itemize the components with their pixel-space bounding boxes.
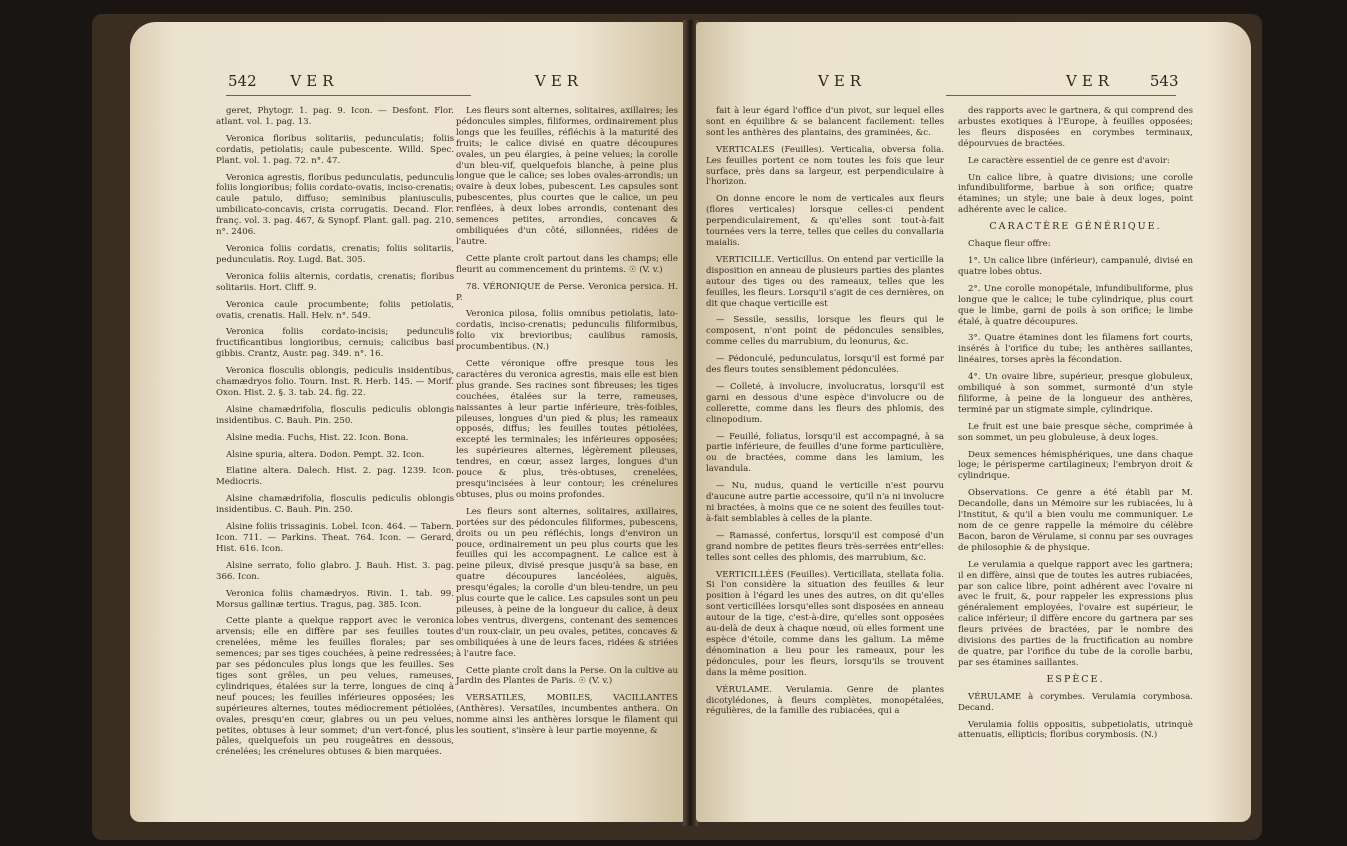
paragraph: VERTICILLÉES (Feuilles). Verticillata, stellata folia. Si l'on considère la situation des feuilles & leur position à l'égard les unes des autres, on dit qu'elles sont verticillées lorsqu'elles sont disposées en anneau autour de la tige, c'est-à-dire, qu'elles sont opposées au-delà de deux à chaque nœud, où elles forment une espèce d'étoile, comme dans les galium. La même dénomination a lieu pour les rameaux, pour les pédoncules, pour les fleurs, lorsqu'ils se trouvent dans la même position. <box>706 569 944 678</box>
right-header-rule <box>946 95 1176 96</box>
left-header-word-1: VER <box>290 72 339 90</box>
left-page <box>130 22 685 822</box>
paragraph: VERTICILLE. Verticillus. On entend par verticille la disposition en anneau de plusieurs parties des plantes autour des tiges ou des rameaux, telles que les feuilles, les fleurs. Lorsqu'il s'agit de ces dernières, on dit que chaque verticille est <box>706 254 944 309</box>
paragraph: Alsine serrato, folio glabro. J. Bauh. Hist. 3. pag. 366. Icon. <box>216 560 454 582</box>
paragraph: CARACTÈRE GÉNÉRIQUE. <box>989 221 1162 233</box>
paragraph: fait à leur égard l'office d'un pivot, sur lequel elles sont en équilibre & se balancent facilement: telles sont les anthères des plantains, des graminées, &c. <box>706 106 944 138</box>
right-page-header <box>1066 72 1179 90</box>
paragraph: 1°. Un calice libre (inférieur), campanulé, divisé en quatre lobes obtus. <box>958 255 1193 277</box>
paragraph: Veronica foliis alternis, cordatis, crenatis; floribus solitariis. Hort. Cliff. 9. <box>216 271 454 293</box>
paragraph: Veronica foliis chamædryos. Rivin. 1. tab. 99. Morsus gallinæ tertius. Tragus, pag. 385. Icon. <box>216 588 454 610</box>
right-page-number: 543 <box>1149 72 1179 90</box>
paragraph: Cette véronique offre presque tous les caractères du veronica agrestis, mais elle est bien plus grande. Ses racines sont fibreuses; les tiges couchées, étalées sur la terre, rameuses, naissantes à leur partie inférieure, très-foibles, pileuses, longues d'un pied & plus; les rameaux opposés, diffus; les feuilles toutes pétiolées, excepté les terminales; les inférieures opposées; les supérieures alternes, légèrement pileuses, tendres, en cœur, assez larges, longues d'un pouce & plus, très-obtuses, crenelées, presqu'incisées à leur contour; les crénelures obtuses, plus ou moins profondes. <box>456 359 678 500</box>
left-page-number: 542 <box>228 72 257 90</box>
paragraph: Un calice libre, à quatre divisions; une corolle infundibuliforme, barbue à son orifice; quatre étamines; un style; une baie à deux loges, point adhérente avec le calice. <box>958 172 1193 216</box>
right-column-1 <box>706 106 944 723</box>
paragraph: 4°. Un ovaire libre, supérieur, presque globuleux, ombiliqué à son sommet, surmonté d'un style filiforme, à peine de la longueur des anthères, terminé par un stigmate simple, cylindrique. <box>958 372 1193 415</box>
paragraph: Chaque fleur offre: <box>968 239 1051 250</box>
paragraph: VERTICALES (Feuilles). Verticalia, obversa folia. Les feuilles portent ce nom toutes les fois que leur surface, près dans sa largeur, est perpendiculaire à l'horizon. <box>706 144 944 188</box>
paragraph: Veronica caule procumbente; foliis petiolatis, ovatis, crenatis. Hall. Helv. n°. 549. <box>216 299 454 321</box>
paragraph: Le fruit est une baie presque sèche, comprimée à son sommet, un peu globuleuse, à deux loges. <box>958 421 1193 443</box>
paragraph: VÉRULAME à corymbes. Verulamia corymbosa. Decand. <box>958 691 1193 713</box>
paragraph: Verulamia foliis oppositis, subpetiolatis, utrinquè attenuatis, ellipticis; floribus corymbosis. (N.) <box>958 719 1193 741</box>
left-column-2 <box>456 106 678 743</box>
paragraph: Veronica foliis cordato-incisis; pedunculis fructificantibus longioribus, cernuis; calicibus basi gibbis. Crantz, Austr. pag. 349. n°. 16. <box>216 327 454 360</box>
left-column-1 <box>216 106 454 764</box>
paragraph: Cette plante croît dans la Perse. On la cultive au Jardin des Plantes de Paris. ☉ (V. v.) <box>456 665 678 687</box>
paragraph: — Nu, nudus, quand le verticille n'est pourvu d'aucune autre partie accessoire, qu'il n'a ni involucre ni bractées, à moins que ce ne soient des feuilles tout-à-fait semblables à celles de la plante. <box>706 481 944 524</box>
paragraph: — Feuillé, foliatus, lorsqu'il est accompagné, à sa partie inférieure, de feuilles d'une forme particulière, ou de bractées, comme dans les lamium, les lavandula. <box>706 431 944 475</box>
paragraph: ESPÈCE. <box>1046 673 1105 685</box>
paragraph: Les fleurs sont alternes, solitaires, axillaires; les pédoncules simples, filiformes, ordinairement plus longs que les feuilles, réfléchis à la maturité des fruits; le calice divisé en quatre découpures ovales, un peu élargies, à peine velues; la corolle d'un bleu-vif, quelquefois blanche, à peine plus longue que le calice; ses lobes ovales-arrondis; un ovaire à deux lobes, pubescent. Les capsules sont pubescentes, plus courtes que le calice, un peu renflées, à deux lobes arrondis, contenant des semences petites, arrondies, concaves & ombiliquées d'un côté, sillonnées, ridées de l'autre. <box>456 106 678 247</box>
paragraph: Veronica pilosa, foliis omnibus petiolatis, lato-cordatis, inciso-crenatis; pedunculis filiformibus, folio vix brevioribus; caulibus ramosis, procumbentibus. (N.) <box>456 309 678 353</box>
paragraph: Alsine chamædrifolia, flosculis pediculis oblongis insidentibus. C. Bauh. Pin. 250. <box>216 494 454 516</box>
paragraph: Deux semences hémisphériques, une dans chaque loge; le périsperme cartilagineux; l'embryon droit & cylindrique. <box>958 449 1193 482</box>
paragraph: Alsine foliis trissaginis. Lobel. Icon. 464. — Tabern. Icon. 711. — Parkins. Theat. 764. Icon. — Gerard, Hist. 616. Icon. <box>216 522 454 554</box>
right-column-2 <box>958 106 1193 747</box>
paragraph: Veronica flosculis oblongis, pediculis insidentibus, chamædryos folio. Tourn. Inst. R. Herb. 145. — Morif. Oxon. Hist. 2. §. 3. tab. 24. fig. 22. <box>216 366 454 398</box>
paragraph: Veronica agrestis, floribus pedunculatis, pedunculis foliis longioribus; foliis cordato-ovatis, inciso-crenatis; caule patulo, diffuso; seminibus planiusculis, umbilicato-concavis, crista corrugatis. Decand. Flor. franç. vol. 3. pag. 467, & Synopf. Plant. gall. pag. 210. n°. 2406. <box>216 172 454 238</box>
paragraph: VERSATILES, MOBILES, VACILLANTES (Anthères). Versatiles, incumbentes anthera. On nomme ainsi les anthères lorsque le filament qui les soutient, s'insère à leur partie moyenne, & <box>456 693 678 737</box>
paragraph: Veronica foliis cordatis, crenatis; foliis solitariis, pedunculatis. Roy. Lugd. Bat. 305. <box>216 243 454 265</box>
paragraph: 3°. Quatre étamines dont les filamens fort courts, insérés à l'orifice du tube; les anthères saillantes, linéaires, torses après la fécondation. <box>958 333 1193 366</box>
paragraph: Alsine chamædrifolia, flosculis pediculis oblongis insidentibus. C. Bauh. Pin. 250. <box>216 404 454 426</box>
paragraph: 2°. Une corolle monopétale, infundibuliforme, plus longue que le calice; le tube cylindrique, plus court que le limbe, garni de poils à son orifice; le limbe étalé, à quatre découpures. <box>958 283 1193 327</box>
right-header-word-2: VER <box>1066 72 1115 90</box>
paragraph: — Colleté, à involucre, involucratus, lorsqu'il est garni en dessous d'une espèce d'involucre ou de collerette, comme dans les fleurs des phlomis, des clinopodium. <box>706 381 944 425</box>
paragraph: Alsine spuria, altera. Dodon. Pempt. 32. Icon. <box>226 449 425 460</box>
paragraph: Le caractère essentiel de ce genre est d'avoir: <box>968 155 1170 166</box>
left-header-word-2: VER <box>535 72 584 90</box>
paragraph: geret, Phytogr. 1. pag. 9. Icon. — Desfont. Flor. atlant. vol. 1. pag. 13. <box>216 106 454 127</box>
paragraph: Alsine media. Fuchs, Hist. 22. Icon. Bona. <box>226 432 409 443</box>
paragraph: 78. VÉRONIQUE de Perse. Veronica persica. H. P. <box>456 281 678 303</box>
paragraph: — Ramassé, confertus, lorsqu'il est composé d'un grand nombre de petites fleurs très-serrées entr'elles: telles sont celles des phlomis, des marrubium, &c. <box>706 530 944 563</box>
paragraph: des rapports avec le gartnera, & qui comprend des arbustes exotiques à l'Europe, à feuilles opposées; les fleurs disposées en corymbes terminaux, dépourvues de bractées. <box>958 106 1193 149</box>
paragraph: — Sessile, sessilis, lorsque les fleurs qui le composent, n'ont point de pédoncules sensibles, comme celles du marrubium, du leonurus, &c. <box>706 315 944 348</box>
paragraph: Veronica floribus solitariis, pedunculatis; foliis cordatis, petiolatis; caule pubescente. Willd. Spec. Plant. vol. 1. pag. 72. n°. 47. <box>216 133 454 166</box>
paragraph: Cette plante croît partout dans les champs; elle fleurit au commencement du printems. ☉ (V. v.) <box>456 253 678 275</box>
paragraph: Elatine altera. Dalech. Hist. 2. pag. 1239. Icon. Mediocris. <box>216 466 454 488</box>
paragraph: Le verulamia a quelque rapport avec les gartnera; il en diffère, ainsi que de toutes les autres rubiacées, par son calice libre, point adhérent avec l'ovaire ni avec le fruit, &, pour rappeler les expressions plus généralement employées, l'ovaire est supérieur, le calice inférieur; il diffère encore du gartnera par ses fleurs privées de bractées, par le nombre des divisions des parties de la fructification au nombre de quatre, par l'orifice du tube de la corolle barbu, par ses étamines saillantes. <box>958 559 1193 668</box>
right-page <box>696 22 1251 822</box>
right-header-word-1: VER <box>818 72 867 90</box>
paragraph: Observations. Ce genre a été établi par M. Decandolle, dans un Mémoire sur les rubiacées, lu à l'Institut, & qu'il a bien voulu me communiquer. Le nom de ce genre rappelle la mémoire du célèbre Bacon, baron de Vérulame, si connu par ses ouvrages de philosophie & de physique. <box>958 488 1193 553</box>
paragraph: — Pédonculé, pedunculatus, lorsqu'il est formé par des fleurs toutes sensiblement pédonculées. <box>706 354 944 376</box>
paragraph: On donne encore le nom de verticales aux fleurs (flores verticales) lorsque celles-ci pendent perpendiculairement, & qu'elles sont tout-à-fait tournées vers la terre, telles que celles du convallaria maialis. <box>706 194 944 248</box>
paragraph: Cette plante a quelque rapport avec le veronica arvensis; elle en diffère par ses feuilles toutes crenelées, même les feuilles florales; par ses semences; par ses tiges couchées, à peine redressées; par ses pédoncules plus longs que les feuilles. Ses tiges sont grêles, un peu velues, rameuses, cylindriques, étalées sur la terre, longues de cinq à neuf pouces; les feuilles inférieures opposées; les supérieures alternes, toutes médiocrement pétiolées, ovales, presqu'en cœur, glabres ou un peu velues, petites, obtuses à leur sommet; d'un vert-foncé, plus pâles, quelquefois un peu rougeâtres en dessous, crénelées; les crénelures obtuses & bien marquées. <box>216 616 454 758</box>
paragraph: VÉRULAME. Verulamia. Genre de plantes dicotylédones, à fleurs complètes, monopétalées, régulières, de la famille des rubiacées, qui a <box>706 684 944 717</box>
left-header-rule <box>226 95 471 96</box>
left-page-header <box>228 72 339 90</box>
paragraph: Les fleurs sont alternes, solitaires, axillaires, portées sur des pédoncules filiformes, pubescens, droits ou un peu réfléchis, longs d'environ un pouce, ordinairement un peu plus courts que les feuilles qui les accompagnent. Le calice est à peine pileux, divisé presque jusqu'à sa base, en quatre découpures lancéolées, aiguës, presqu'égales; la corolle d'un bleu-tendre, un peu plus courte que le calice. Les capsules sont un peu pileuses, à peine de la longueur du calice, à deux lobes ventrus, divergens, contenant des semences d'un roux-clair, un peu ovales, petites, concaves & ombiliquées à une de leurs faces, ridées & striées à l'autre face. <box>456 506 678 659</box>
